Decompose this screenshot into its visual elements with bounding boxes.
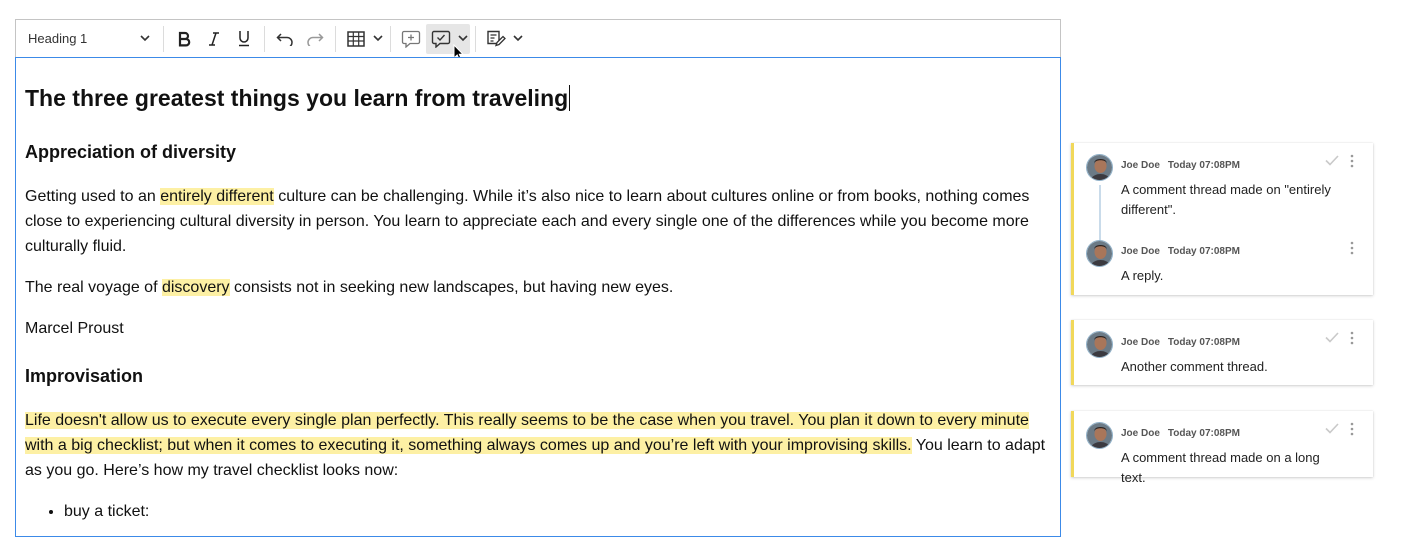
comment-author: Joe Doe [1121, 428, 1160, 439]
thread-connector-line [1099, 185, 1101, 241]
avatar [1086, 154, 1113, 181]
comment-meta [1121, 337, 1240, 348]
heading-dropdown[interactable] [20, 24, 158, 54]
bold-button[interactable] [169, 24, 199, 54]
section-heading-diversity: Appreciation of diversity [25, 142, 237, 162]
checklist [25, 499, 1051, 524]
document-title-text: The three greatest things you learn from traveling [25, 85, 569, 111]
italic-icon [208, 31, 220, 47]
paragraph-text: culture can be challenging. While it’s also nice to learn about cultures online or from books, nothing comes close to experiencing cultural diversity in person. You learn to appreciate each and every single one of the differences while you become more culturally fluid. [25, 188, 1030, 255]
comment-highlight-discovery[interactable]: discovery [161, 279, 230, 296]
add-comment-button[interactable] [396, 24, 426, 54]
toolbar-separator [264, 26, 265, 52]
paragraph-diversity [25, 184, 1051, 259]
comment-text: A reply. [1121, 268, 1164, 283]
redo-icon [306, 32, 324, 46]
toolbar-separator [475, 26, 476, 52]
comment-author: Joe Doe [1121, 246, 1160, 257]
paragraph-text: consists not in seeking new landscapes, but having new eyes. [229, 279, 674, 296]
track-changes-split-button[interactable] [481, 24, 525, 54]
table-icon [347, 31, 365, 47]
add-comment-icon [401, 30, 421, 48]
resolve-check-icon[interactable] [1325, 155, 1339, 166]
bold-icon [177, 31, 191, 47]
list-item: • buy a ticket: [64, 499, 1051, 524]
comment-time: Today 07:08PM [1167, 337, 1240, 348]
comment-meta [1121, 160, 1240, 171]
paragraph-text: The real voyage of [25, 279, 162, 296]
track-changes-icon [486, 30, 506, 48]
toolbar-separator [163, 26, 164, 52]
underline-icon [237, 30, 251, 47]
comment-check-icon [431, 30, 451, 48]
undo-button[interactable] [270, 24, 300, 54]
comment-highlight-entirely-different[interactable]: entirely different [160, 188, 274, 205]
editor-toolbar [15, 19, 1061, 57]
avatar [1086, 331, 1113, 358]
comment-author: Joe Doe [1121, 160, 1160, 171]
track-changes-button[interactable] [481, 24, 511, 54]
comment-time: Today 07:08PM [1167, 246, 1240, 257]
paragraph-text: Getting used to an [25, 188, 161, 205]
more-options-icon[interactable] [1350, 331, 1354, 345]
text-caret [569, 85, 570, 111]
paragraph-improvisation [25, 408, 1051, 483]
more-options-icon[interactable] [1350, 154, 1354, 168]
comment-author: Joe Doe [1121, 337, 1160, 348]
comment-meta [1121, 246, 1240, 257]
comments-archive-button[interactable] [426, 24, 456, 54]
toolbar-separator [335, 26, 336, 52]
document-title [25, 84, 1051, 112]
undo-icon [276, 32, 294, 46]
comment-thread[interactable] [1071, 320, 1373, 385]
paragraph-text: You learn to adapt as you go. Here’s how my travel checklist looks now: [25, 437, 1046, 479]
heading-dropdown-value: Heading 1 [28, 31, 88, 46]
chevron-down-icon [373, 35, 383, 42]
paragraph-quote [25, 275, 1051, 300]
comment-text: Another comment thread. [1121, 359, 1268, 374]
insert-table-split-button[interactable] [341, 24, 385, 54]
comment-text: A comment thread made on a long text. [1121, 450, 1320, 485]
chevron-down-icon [513, 35, 523, 42]
insert-table-dropdown-arrow[interactable] [371, 24, 385, 54]
insert-table-button[interactable] [341, 24, 371, 54]
comment-highlight-long-text[interactable]: Life doesn't allow us to execute every single plan perfectly. This really seems to be the case when you travel. You plan it down to every minute with a big checklist; but when it comes to executing it, something always comes up and you’re left with your improvising skills. [25, 412, 1029, 454]
italic-button[interactable] [199, 24, 229, 54]
chevron-down-icon [140, 35, 150, 42]
toolbar-separator [390, 26, 391, 52]
section-heading-improvisation: Improvisation [25, 366, 144, 386]
avatar [1086, 422, 1113, 449]
comment-text: A comment thread made on "entirely different". [1121, 182, 1331, 217]
comment-thread[interactable] [1071, 143, 1373, 295]
comment-thread[interactable] [1071, 411, 1373, 485]
editor-content-area[interactable] [15, 57, 1061, 537]
redo-button[interactable] [300, 24, 330, 54]
chevron-down-icon [458, 35, 468, 42]
comment-time: Today 07:08PM [1167, 160, 1240, 171]
more-options-icon[interactable] [1350, 422, 1354, 436]
comment-meta [1121, 428, 1240, 439]
track-changes-dropdown-arrow[interactable] [511, 24, 525, 54]
paragraph-author: Marcel Proust [25, 320, 124, 337]
avatar [1086, 240, 1113, 267]
resolve-check-icon[interactable] [1325, 423, 1339, 434]
comment-time: Today 07:08PM [1167, 428, 1240, 439]
underline-button[interactable] [229, 24, 259, 54]
more-options-icon[interactable] [1350, 241, 1354, 255]
resolve-check-icon[interactable] [1325, 332, 1339, 343]
